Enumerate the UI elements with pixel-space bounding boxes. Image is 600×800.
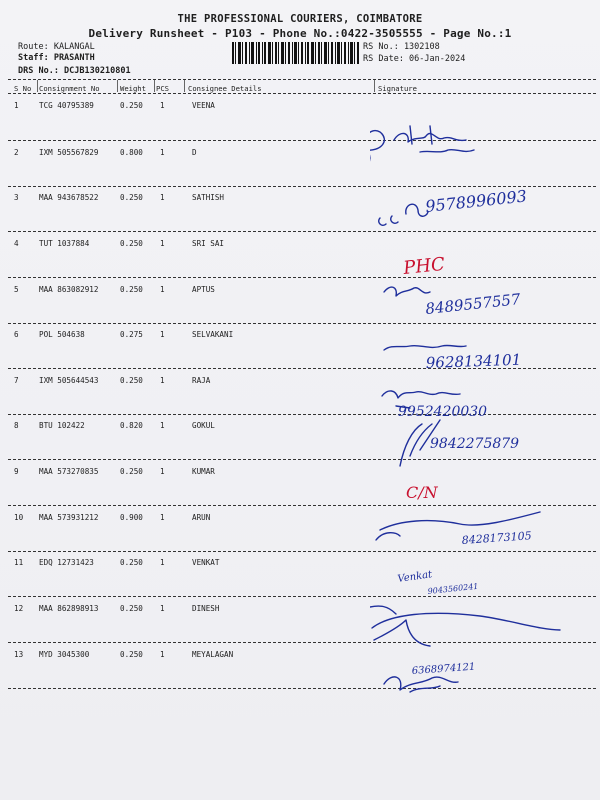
row-sno: 13 bbox=[14, 650, 24, 659]
row-pcs: 1 bbox=[160, 558, 165, 567]
row-pcs: 1 bbox=[160, 650, 165, 659]
red-mark-row9: C/N bbox=[406, 483, 438, 502]
red-mark-row4: PHC bbox=[402, 253, 446, 279]
row-consignee: DINESH bbox=[192, 604, 220, 613]
staff-label: Staff: PRASANTH bbox=[18, 53, 95, 63]
row-weight: 0.250 bbox=[120, 193, 143, 202]
handwritten-phone-row6: 9628134101 bbox=[425, 350, 522, 372]
row-consignee: KUMAR bbox=[192, 467, 215, 476]
row-consignment: MAA 573270835 bbox=[39, 467, 99, 476]
handwritten-phone-row13: 6368974121 bbox=[411, 661, 476, 677]
drs-number: DRS No.: DCJB130210801 bbox=[18, 66, 131, 76]
row-consignment: TUT 1037884 bbox=[39, 239, 90, 248]
row-consignment: MAA 573931212 bbox=[39, 513, 99, 522]
row-weight: 0.820 bbox=[120, 421, 143, 430]
row-consignee: SRI SAI bbox=[192, 239, 225, 248]
handwritten-phone-row5: 8489557557 bbox=[424, 290, 522, 318]
route-label: Route: KALANGAL bbox=[18, 42, 95, 52]
row-consignment: POL 504638 bbox=[39, 330, 85, 339]
row-sno: 12 bbox=[14, 604, 24, 613]
row-consignment: IXM 505567829 bbox=[39, 148, 99, 157]
handwritten-phone-row8: 9842275879 bbox=[430, 436, 520, 452]
row-pcs: 1 bbox=[160, 421, 165, 430]
row-weight: 0.250 bbox=[120, 101, 143, 110]
row-sno: 6 bbox=[14, 330, 19, 339]
row-weight: 0.250 bbox=[120, 285, 143, 294]
row-consignee: SATHISH bbox=[192, 193, 225, 202]
row-pcs: 1 bbox=[160, 101, 165, 110]
handwritten-phone-row3: 9578996093 bbox=[424, 186, 528, 216]
row-weight: 0.250 bbox=[120, 558, 143, 567]
barcode bbox=[232, 42, 360, 64]
rs-date: RS Date: 06-Jan-2024 bbox=[363, 54, 466, 64]
row-consignee: SELVAKANI bbox=[192, 330, 234, 339]
row-pcs: 1 bbox=[160, 239, 165, 248]
handwritten-name-row11: Venkat bbox=[396, 569, 433, 585]
col-separator bbox=[184, 80, 185, 92]
row-weight: 0.275 bbox=[120, 330, 143, 339]
runsheet-subtitle: Delivery Runsheet - P103 - Phone No.:0422-3505555 - Page No.:1 bbox=[88, 27, 512, 40]
row-sno: 5 bbox=[14, 285, 19, 294]
row-sno: 8 bbox=[14, 421, 19, 430]
handwritten-phone-row7: 9952420030 bbox=[398, 404, 488, 420]
col-consignment: Consignment No bbox=[39, 84, 100, 93]
rs-number: RS No.: 1302108 bbox=[363, 42, 440, 52]
row-sno: 4 bbox=[14, 239, 19, 248]
row-consignee: GOKUL bbox=[192, 421, 215, 430]
col-weight: Weight bbox=[120, 84, 146, 93]
col-separator bbox=[154, 80, 155, 92]
row-sno: 3 bbox=[14, 193, 19, 202]
row-pcs: 1 bbox=[160, 148, 165, 157]
row-weight: 0.900 bbox=[120, 513, 143, 522]
col-consignee: Consignee Details bbox=[188, 84, 262, 93]
row-consignment: MAA 863082912 bbox=[39, 285, 99, 294]
row-pcs: 1 bbox=[160, 513, 165, 522]
row-pcs: 1 bbox=[160, 604, 165, 613]
col-separator bbox=[374, 80, 375, 92]
row-weight: 0.250 bbox=[120, 467, 143, 476]
row-weight: 0.800 bbox=[120, 148, 143, 157]
row-consignee: D bbox=[192, 148, 197, 157]
row-sno: 7 bbox=[14, 376, 19, 385]
divider bbox=[8, 79, 596, 80]
row-pcs: 1 bbox=[160, 330, 165, 339]
row-consignment: MAA 862898913 bbox=[39, 604, 99, 613]
row-sno: 10 bbox=[14, 513, 24, 522]
row-consignment: MYD 3045300 bbox=[39, 650, 90, 659]
col-sno: S No bbox=[14, 84, 32, 93]
row-sno: 11 bbox=[14, 558, 24, 567]
col-pcs: PCS bbox=[156, 84, 169, 93]
signature-scribbles bbox=[370, 100, 595, 705]
col-separator bbox=[117, 80, 118, 92]
handwritten-phone-row10: 8428173105 bbox=[461, 529, 533, 547]
row-consignee: VENKAT bbox=[192, 558, 220, 567]
row-pcs: 1 bbox=[160, 376, 165, 385]
row-weight: 0.250 bbox=[120, 239, 143, 248]
row-weight: 0.250 bbox=[120, 650, 143, 659]
row-weight: 0.250 bbox=[120, 604, 143, 613]
row-weight: 0.250 bbox=[120, 376, 143, 385]
col-separator bbox=[37, 80, 38, 92]
handwritten-phone-row11: 9043560241 bbox=[427, 581, 479, 596]
row-consignment: MAA 943678522 bbox=[39, 193, 99, 202]
row-sno: 1 bbox=[14, 101, 19, 110]
row-consignment: TCG 40795389 bbox=[39, 101, 94, 110]
row-sno: 2 bbox=[14, 148, 19, 157]
row-consignment: IXM 505644543 bbox=[39, 376, 99, 385]
row-pcs: 1 bbox=[160, 193, 165, 202]
row-consignment: BTU 102422 bbox=[39, 421, 85, 430]
row-consignee: VEENA bbox=[192, 101, 215, 110]
row-pcs: 1 bbox=[160, 467, 165, 476]
row-consignee: MEYALAGAN bbox=[192, 650, 234, 659]
company-title: THE PROFESSIONAL COURIERS, COIMBATORE bbox=[177, 13, 423, 25]
row-pcs: 1 bbox=[160, 285, 165, 294]
row-sno: 9 bbox=[14, 467, 19, 476]
col-signature: Signature bbox=[378, 84, 417, 93]
row-consignee: ARUN bbox=[192, 513, 211, 522]
divider bbox=[8, 93, 596, 94]
row-consignee: RAJA bbox=[192, 376, 211, 385]
row-consignee: APTUS bbox=[192, 285, 215, 294]
row-consignment: EDQ 12731423 bbox=[39, 558, 94, 567]
